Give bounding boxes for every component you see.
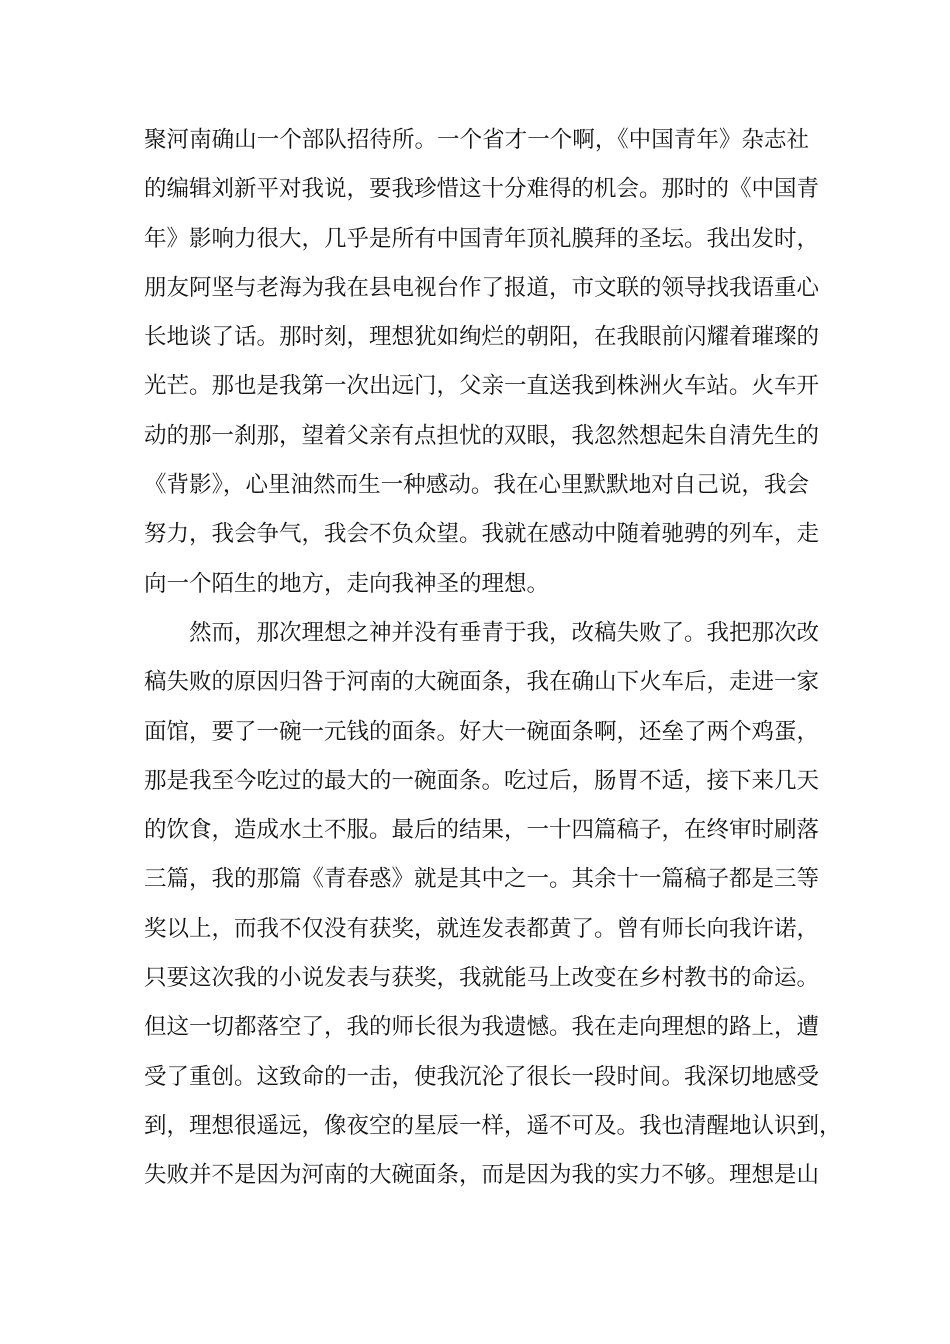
text-line: 年》影响力很大，几乎是所有中国青年顶礼膜拜的圣坛。我出发时， bbox=[144, 225, 820, 252]
text-line: 朋友阿坚与老海为我在县电视台作了报道，市文联的领导找我语重心 bbox=[144, 274, 820, 301]
text-line: 但这一切都落空了，我的师长很为我遗憾。我在走向理想的路上，遭 bbox=[144, 1014, 820, 1041]
text-line: 稿失败的原因归咎于河南的大碗面条，我在确山下火车后，走进一家 bbox=[144, 669, 820, 696]
text-line: 的饮食，造成水土不服。最后的结果，一十四篇稿子，在终审时刷落 bbox=[144, 817, 820, 844]
text-line: 只要这次我的小说发表与获奖，我就能马上改变在乡村教书的命运。 bbox=[144, 965, 820, 992]
text-line: 长地谈了话。那时刻，理想犹如绚烂的朝阳，在我眼前闪耀着璀璨的 bbox=[144, 324, 820, 351]
text-line: 的编辑刘新平对我说，要我珍惜这十分难得的机会。那时的《中国青 bbox=[144, 176, 820, 203]
text-line: 光芒。那也是我第一次出远门，父亲一直送我到株洲火车站。火车开 bbox=[144, 373, 820, 400]
text-line: 奖以上，而我不仅没有获奖，就连发表都黄了。曾有师长向我许诺， bbox=[144, 915, 820, 942]
text-line: 那是我至今吃过的最大的一碗面条。吃过后，肠胃不适，接下来几天 bbox=[144, 767, 820, 794]
text-line: 动的那一刹那，望着父亲有点担忧的双眼，我忽然想起朱自清先生的 bbox=[144, 422, 820, 449]
text-line: 努力，我会争气，我会不负众望。我就在感动中随着驰骋的列车，走 bbox=[144, 521, 820, 548]
text-line: 《背影》，心里油然而生一种感动。我在心里默默地对自己说，我会 bbox=[144, 472, 809, 499]
paragraph-2 bbox=[144, 609, 842, 1201]
body-text bbox=[144, 116, 842, 1201]
text-line: 聚河南确山一个部队招待所。一个省才一个啊，《中国青年》杂志社 bbox=[144, 127, 809, 153]
paragraph-1 bbox=[144, 116, 820, 609]
text-line-indented: 然而，那次理想之神并没有垂青于我，改稿失败了。我把那次改 bbox=[189, 619, 820, 646]
text-line-last: 向一个陌生的地方，走向我神圣的理想。 bbox=[144, 570, 550, 597]
text-line: 失败并不是因为河南的大碗面条，而是因为我的实力不够。理想是山 bbox=[144, 1162, 820, 1189]
text-line: 到，理想很遥远，像夜空的星辰一样，遥不可及。我也清醒地认识到， bbox=[144, 1112, 842, 1139]
text-line: 面馆，要了一碗一元钱的面条。好大一碗面条啊，还垒了两个鸡蛋， bbox=[144, 718, 820, 745]
text-line: 受了重创。这致命的一击，使我沉沦了很长一段时间。我深切地感受 bbox=[144, 1063, 820, 1090]
text-line: 三篇，我的那篇《青春惑》就是其中之一。其余十一篇稿子都是三等 bbox=[144, 866, 820, 893]
